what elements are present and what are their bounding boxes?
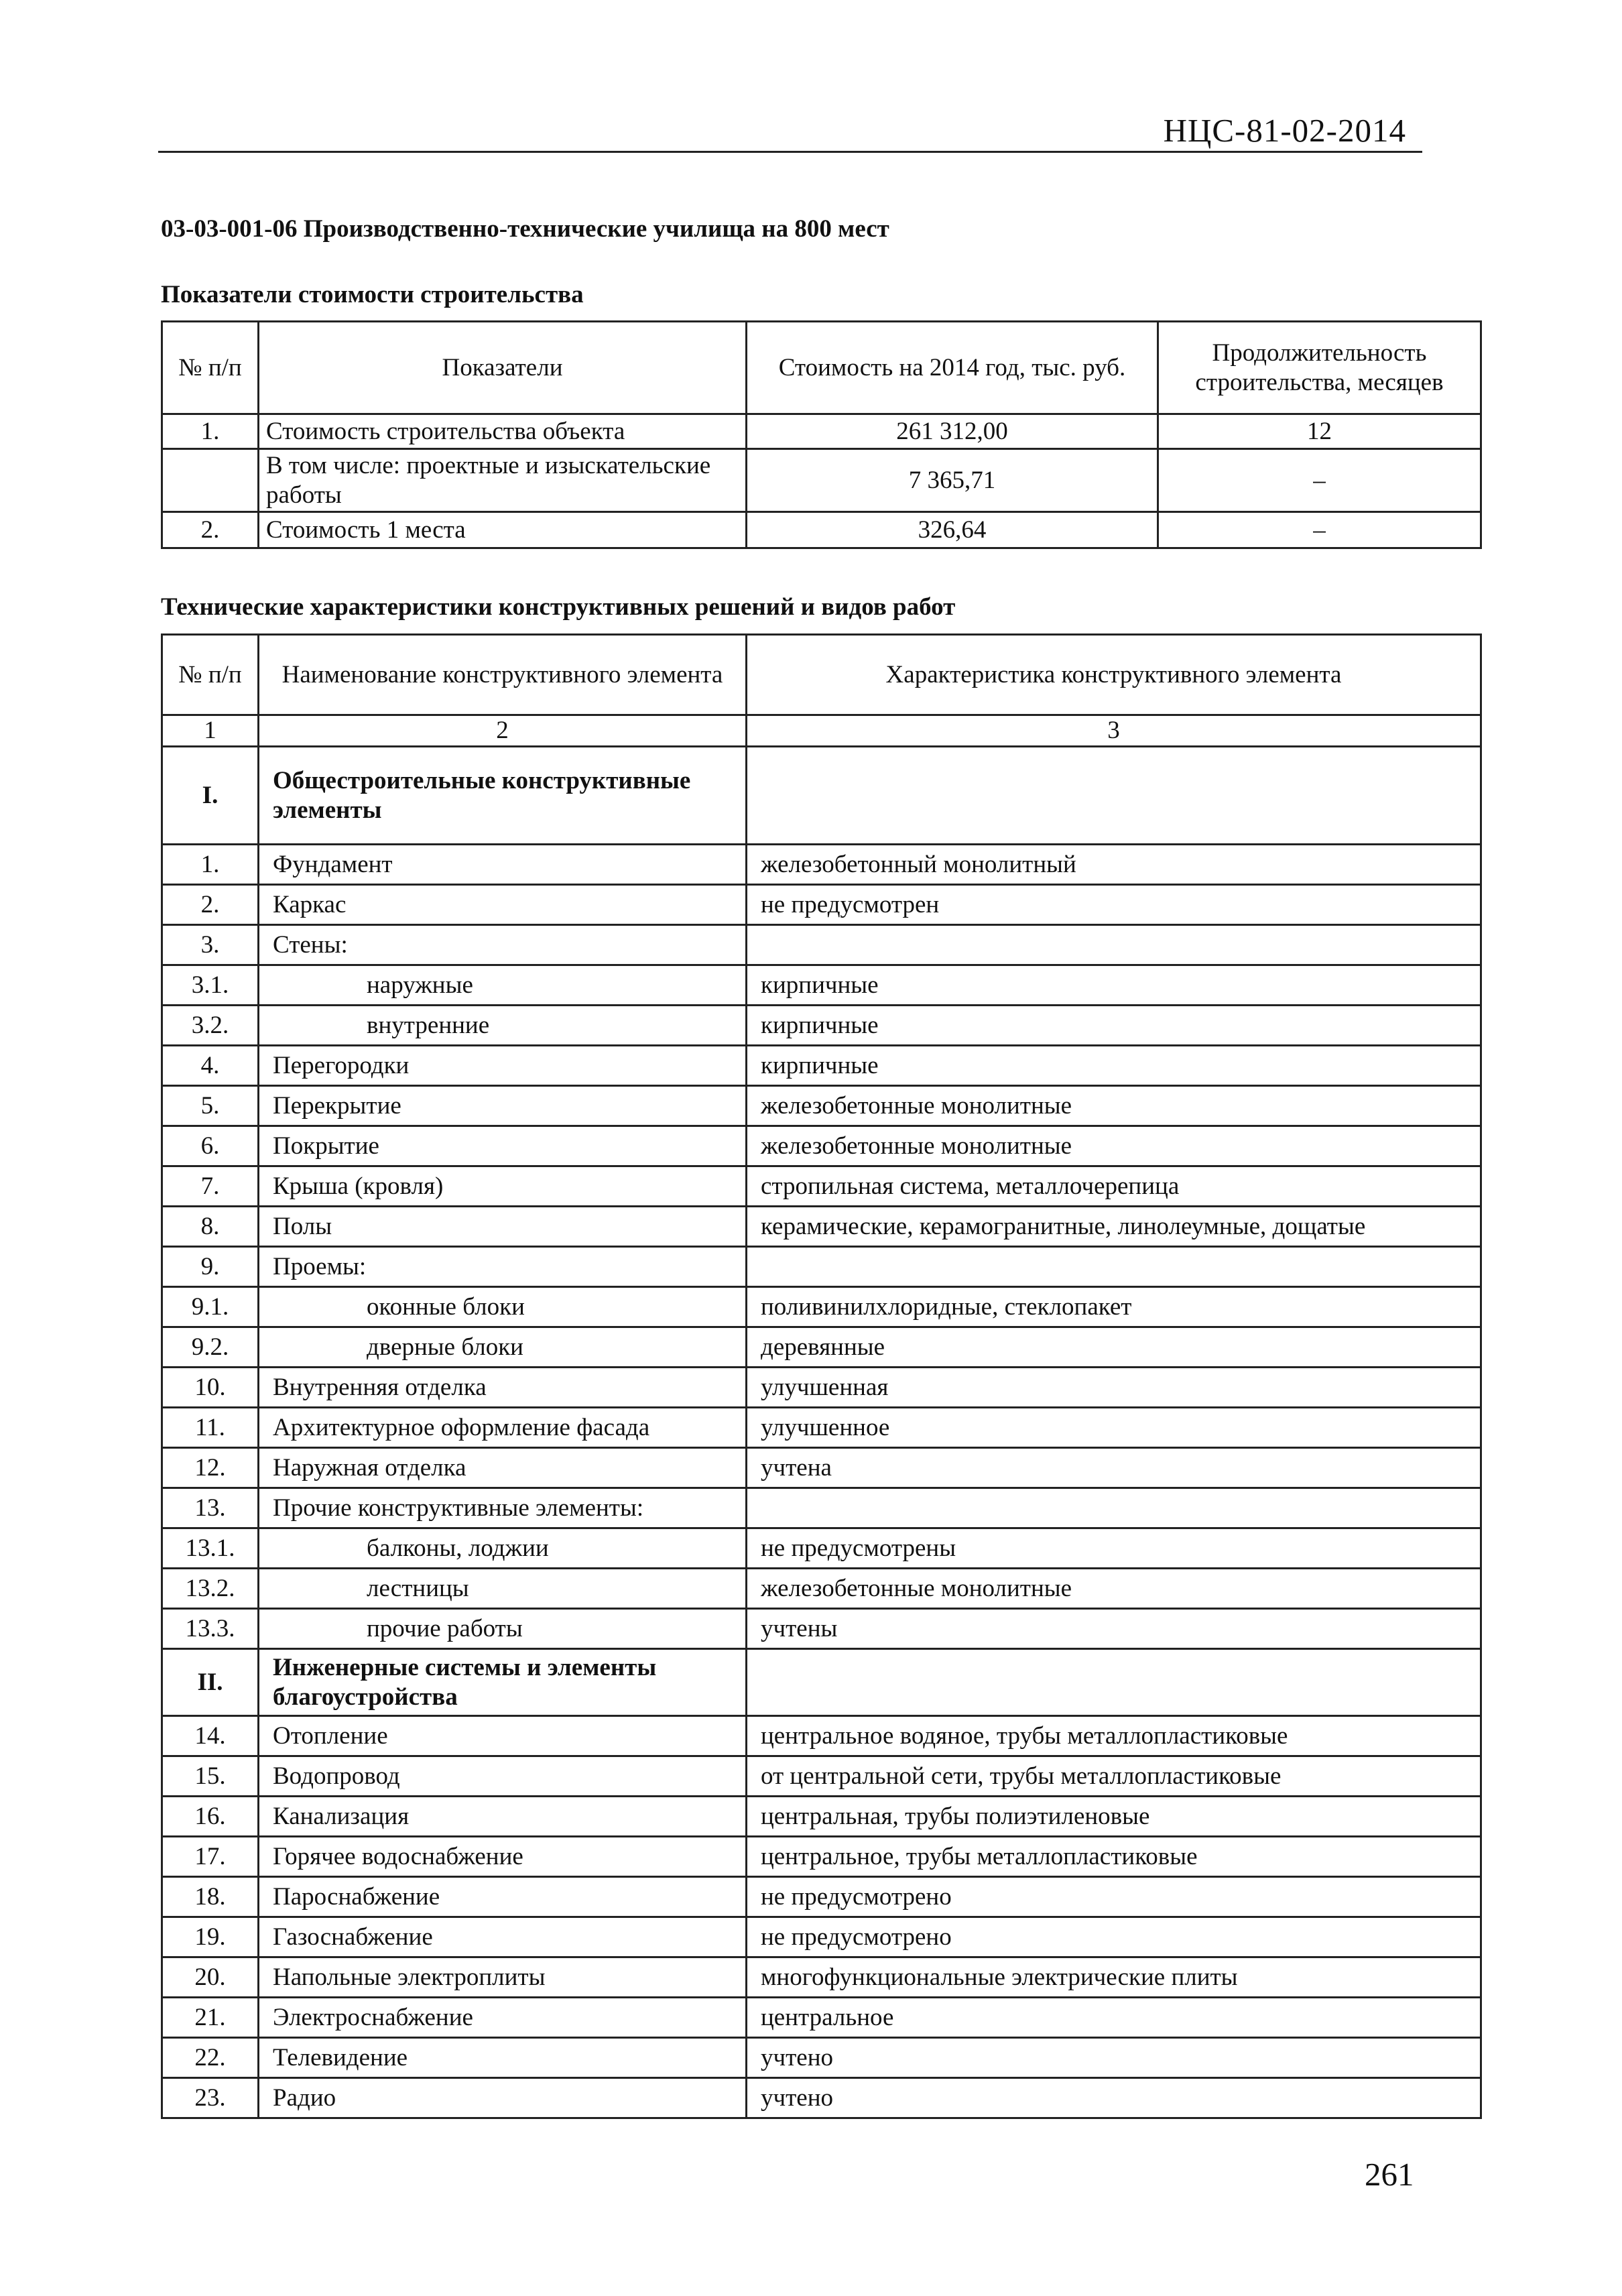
row-element-name: наружные [259,965,747,1006]
group-row [162,747,1481,845]
table-row [162,449,1481,512]
row-characteristic: деревянные [747,1327,1481,1368]
table-row [162,1957,1481,1998]
column-header-num: № п/п [162,322,259,414]
document-code: НЦС-81-02-2014 [1163,112,1406,149]
document-title: 03-03-001-06 Производственно-технические училища на 800 мест [161,215,889,243]
row-element-name: Перегородки [259,1046,747,1086]
row-characteristic: учтена [747,1448,1481,1488]
row-characteristic: кирпичные [747,1006,1481,1046]
row-number: 14. [162,1716,259,1756]
tech-table [161,633,1482,2119]
row-characteristic: учтено [747,2078,1481,2118]
group-row [162,1649,1481,1716]
row-element-name: Отопление [259,1716,747,1756]
row-number: 20. [162,1957,259,1998]
row-number: 2. [162,512,259,548]
row-number: 9.1. [162,1287,259,1327]
row-number: 9. [162,1247,259,1287]
table-row [162,1287,1481,1327]
row-number: 10. [162,1368,259,1408]
table-row [162,1247,1481,1287]
tech-section-heading: Технические характеристики конструктивных решений и видов работ [161,593,956,621]
row-indicator: Стоимость 1 места [259,512,747,548]
table-row [162,1166,1481,1207]
row-cost: 7 365,71 [747,449,1158,512]
row-number: 3.1. [162,965,259,1006]
row-number: 13.3. [162,1609,259,1649]
row-element-name: Фундамент [259,845,747,885]
row-element-name: Телевидение [259,2038,747,2078]
row-characteristic: центральное [747,1998,1481,2038]
column-header-indicator: Показатели [259,322,747,414]
row-element-name: Инженерные системы и элементы благоустройства [259,1649,747,1716]
table-row [162,512,1481,548]
row-characteristic: не предусмотрено [747,1877,1481,1917]
row-number: 23. [162,2078,259,2118]
table-row [162,1998,1481,2038]
row-element-name: оконные блоки [259,1287,747,1327]
row-element-name: Водопровод [259,1756,747,1797]
row-number: II. [162,1649,259,1716]
column-number: 3 [747,715,1481,747]
table-row [162,1837,1481,1877]
row-element-name: Газоснабжение [259,1917,747,1957]
row-number: 13.2. [162,1569,259,1609]
row-number: 8. [162,1207,259,1247]
table-row [162,1797,1481,1837]
row-indicator: Стоимость строительства объекта [259,414,747,449]
row-number: I. [162,747,259,845]
row-number: 6. [162,1126,259,1166]
table-row [162,1086,1481,1126]
table-row [162,1126,1481,1166]
row-duration: – [1158,449,1481,512]
column-header-element: Наименование конструктивного элемента [259,635,747,715]
row-number: 7. [162,1166,259,1207]
table-row [162,1327,1481,1368]
row-characteristic: учтены [747,1609,1481,1649]
table-row [162,2078,1481,2118]
row-number: 21. [162,1998,259,2038]
row-number: 4. [162,1046,259,1086]
row-cost: 326,64 [747,512,1158,548]
row-number [162,449,259,512]
header-divider [158,151,1422,153]
column-header-duration: Продолжительность строительства, месяцев [1158,322,1481,414]
row-element-name: Внутренняя отделка [259,1368,747,1408]
cost-table-header-row [162,322,1481,414]
row-element-name: Покрытие [259,1126,747,1166]
row-number: 5. [162,1086,259,1126]
table-row [162,1448,1481,1488]
table-row [162,1368,1481,1408]
row-characteristic: многофункциональные электрические плиты [747,1957,1481,1998]
row-element-name: Пароснабжение [259,1877,747,1917]
table-row [162,885,1481,925]
row-element-name: Электроснабжение [259,1998,747,2038]
row-number: 2. [162,885,259,925]
row-number: 15. [162,1756,259,1797]
row-characteristic [747,925,1481,965]
row-characteristic: железобетонные монолитные [747,1569,1481,1609]
table-row [162,1207,1481,1247]
row-characteristic: поливинилхлоридные, стеклопакет [747,1287,1481,1327]
row-characteristic: не предусмотрено [747,1917,1481,1957]
row-element-name: внутренние [259,1006,747,1046]
row-number: 3.2. [162,1006,259,1046]
row-number: 17. [162,1837,259,1877]
row-duration: – [1158,512,1481,548]
row-characteristic: от центральной сети, трубы металлопластиковые [747,1756,1481,1797]
row-element-name: Полы [259,1207,747,1247]
table-row [162,965,1481,1006]
page-number: 261 [1365,2156,1414,2193]
row-number: 22. [162,2038,259,2078]
row-duration: 12 [1158,414,1481,449]
table-row [162,1006,1481,1046]
cost-table [161,320,1482,549]
row-characteristic: стропильная система, металлочерепица [747,1166,1481,1207]
row-characteristic: железобетонный монолитный [747,845,1481,885]
tech-table-header-row [162,635,1481,715]
row-characteristic: улучшенное [747,1408,1481,1448]
row-element-name: Горячее водоснабжение [259,1837,747,1877]
row-characteristic: железобетонные монолитные [747,1086,1481,1126]
row-element-name: Общестроительные конструктивные элементы [259,747,747,845]
column-number: 1 [162,715,259,747]
table-row [162,1609,1481,1649]
table-row [162,925,1481,965]
row-element-name: прочие работы [259,1609,747,1649]
row-characteristic [747,1649,1481,1716]
row-characteristic: учтено [747,2038,1481,2078]
row-number: 11. [162,1408,259,1448]
row-number: 1. [162,845,259,885]
row-characteristic: не предусмотрены [747,1528,1481,1569]
column-number-row [162,715,1481,747]
column-header-characteristic: Характеристика конструктивного элемента [747,635,1481,715]
table-row [162,1528,1481,1569]
row-characteristic: центральная, трубы полиэтиленовые [747,1797,1481,1837]
row-element-name: лестницы [259,1569,747,1609]
row-indicator: В том числе: проектные и изыскательские работы [259,449,747,512]
row-element-name: Прочие конструктивные элементы: [259,1488,747,1528]
row-characteristic: керамические, керамогранитные, линолеумные, дощатые [747,1207,1481,1247]
column-number: 2 [259,715,747,747]
row-characteristic: центральное, трубы металлопластиковые [747,1837,1481,1877]
row-number: 16. [162,1797,259,1837]
row-characteristic [747,1247,1481,1287]
table-row [162,1877,1481,1917]
row-element-name: Напольные электроплиты [259,1957,747,1998]
row-element-name: Проемы: [259,1247,747,1287]
row-characteristic [747,1488,1481,1528]
row-element-name: Стены: [259,925,747,965]
table-row [162,2038,1481,2078]
table-row [162,1569,1481,1609]
row-element-name: дверные блоки [259,1327,747,1368]
table-row [162,845,1481,885]
row-element-name: балконы, лоджии [259,1528,747,1569]
row-element-name: Канализация [259,1797,747,1837]
row-element-name: Каркас [259,885,747,925]
row-number: 18. [162,1877,259,1917]
row-element-name: Архитектурное оформление фасада [259,1408,747,1448]
row-characteristic [747,747,1481,845]
table-row [162,1756,1481,1797]
row-characteristic: железобетонные монолитные [747,1126,1481,1166]
row-number: 3. [162,925,259,965]
row-number: 9.2. [162,1327,259,1368]
table-row [162,1488,1481,1528]
row-characteristic: центральное водяное, трубы металлопластиковые [747,1716,1481,1756]
row-number: 13.1. [162,1528,259,1569]
row-element-name: Перекрытие [259,1086,747,1126]
row-number: 13. [162,1488,259,1528]
table-row [162,1917,1481,1957]
table-row [162,1716,1481,1756]
row-element-name: Радио [259,2078,747,2118]
row-element-name: Крыша (кровля) [259,1166,747,1207]
row-number: 19. [162,1917,259,1957]
row-number: 1. [162,414,259,449]
row-element-name: Наружная отделка [259,1448,747,1488]
row-number: 12. [162,1448,259,1488]
column-header-num: № п/п [162,635,259,715]
row-characteristic: кирпичные [747,1046,1481,1086]
cost-section-heading: Показатели стоимости строительства [161,281,584,308]
row-cost: 261 312,00 [747,414,1158,449]
row-characteristic: улучшенная [747,1368,1481,1408]
table-row [162,414,1481,449]
row-characteristic: кирпичные [747,965,1481,1006]
table-row [162,1408,1481,1448]
row-characteristic: не предусмотрен [747,885,1481,925]
column-header-cost: Стоимость на 2014 год, тыс. руб. [747,322,1158,414]
table-row [162,1046,1481,1086]
